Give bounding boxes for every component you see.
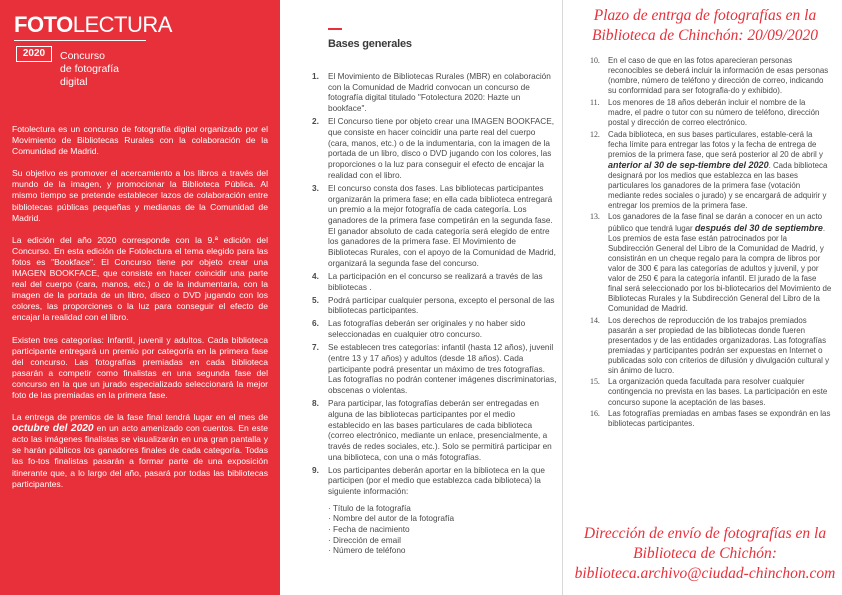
rule-text: La participación en el concurso se realizará a través de las bibliotecas . (328, 271, 543, 292)
rule-highlight: después del 30 de septiembre (694, 222, 823, 233)
rule-number: 12. (590, 129, 600, 139)
rule-item (582, 98, 832, 128)
logo-subtitle-line: de fotografía (60, 63, 119, 75)
required-info-item: · Nombre del autor de la fotografía (328, 514, 455, 524)
rule-item (582, 316, 832, 376)
rule-number: 1. (312, 72, 319, 81)
rule-text: En el caso de que en las fotos aparecieran personas reconocibles se deberá incluir la información de esas personas (nombre, número de teléfono y dirección de correo, indicando su conformidad para ser fotografia-do y exhibido). (608, 56, 829, 96)
logo-wordmark (14, 12, 172, 38)
rule-item (312, 272, 558, 293)
title-accent-dash (328, 28, 342, 30)
rules-list-continued (582, 56, 832, 431)
rule-text: Para participar, las fotografías deberán ser entregadas en alguna de las bibliotecas participantes por el medio establecido en las bases particulares de cada biblioteca (correo electrónico, mediante un enlace, presencialmente, a través de redes sociales, etc.). Solo se permitirá participar en una biblioteca, con una o más fotografías. (328, 399, 552, 462)
rule-number: 4. (312, 271, 319, 281)
submission-address-line: Biblioteca de Chichón: (633, 545, 777, 562)
rule-text: Las fotografías premiadas en ambas fases se expondrán en las bibliotecas participantes. (608, 409, 831, 429)
required-info-item: · Dirección de email (328, 535, 401, 545)
required-info-item: · Título de la fotografía (328, 503, 411, 513)
rule-item (312, 184, 558, 270)
rule-item (312, 319, 558, 340)
rule-text: Se establecen tres categorías: infantil (hasta 12 años), juvenil (entre 13 y 17 años) y adultos (desde 18 años). Cada participante podrá presentar un máximo de tres fotografías. Las fotografías no podrán contener imágenes discriminatorias, obscenas o violentas. (328, 343, 557, 396)
rule-item (582, 377, 832, 407)
submission-address (572, 524, 838, 584)
deadline-header (572, 6, 838, 46)
intro-paragraph (12, 412, 268, 490)
logo-subtitle-line: Concurso (60, 50, 105, 62)
award-date: octubre del 2020 (12, 423, 94, 435)
rule-item (312, 296, 558, 317)
intro-text-span: en un acto amenizado con cuentos. En este acto las imágenes finalistas se visualizarán en una gran pantalla y se harán públicos los ganadores finales de cada categoría. Todas las fo-tos finalistas pasarán a formar parte de una exposición itinerante que, a lo largo del año, pasará por todas las bibliotecas participantes. (12, 423, 268, 489)
rule-item (582, 56, 832, 96)
fotolectura-logo (14, 12, 214, 88)
required-info-item: · Fecha de nacimiento (328, 525, 410, 535)
rule-number: 11. (590, 97, 600, 107)
rule-item (312, 466, 558, 498)
rule-number: 15. (590, 377, 600, 387)
required-info-item: · Número de teléfono (328, 546, 406, 556)
rule-text: El Movimiento de Bibliotecas Rurales (MBR) en colaboración con la Comunidad de Madrid convocan un concurso de fotografía digital titulado "Fotolectura 2020: Hazte un bookface". (328, 72, 551, 114)
rule-text: Los derechos de reproducción de los trabajos premiados pasarán a ser propiedad de las bibliotecas donde fueren presentados y de las entidades organizadoras. Las fotografías premiadas y participantes podrán ser expuestas en Internet o publicadas solo con criterios de difusión y divulgación cultural y sin ánimo de lucro. (608, 315, 830, 375)
rule-number: 10. (590, 56, 600, 65)
intro-paragraph: La edición del año 2020 corresponde con la 9.ª edición del Concurso. En esta edición de Fotolectura el tema elegido para las fotos es "Bookface". El Concurso tiene por objeto crear una IMAGEN BOOKFACE, que consiste en hacer coincidir una parte real del cuerpo (cara, manos, etc.) o de la indumentaria, con la imagen de la portada de un libro, disco o DVD jugando con los colores, las proporciones o la luz para conseguir el efecto de encajar la realidad con el libro. (12, 234, 268, 323)
intro-paragraph: Su objetivo es promover el acercamiento a los libros a través del mundo de la imagen, y promocionar la Biblioteca Pública. Al mismo tiempo se pretende establecer lazos de colaboración entre bibliotecas públicas pequeñas y medianas de la Comunidad de Madrid. (12, 168, 268, 223)
rule-text: El concurso consta dos fases. Las bibliotecas participantes organizarán la primera fase; en ella cada biblioteca entregará un premio a la mejor fotografía de cada categoría. Los ganadores de la primera fase competirán en la segunda fase. El ganador absoluto de cada categoría será elegido de entre los ganadores de la primera fase. El Movimiento de Bibliotecas Rurales, con el apoyo de la Comunidad de Madrid, organizará la segunda fase del concurso. (328, 183, 556, 268)
section-title: Bases generales (328, 38, 412, 50)
logo-subtitle-line: digital (60, 76, 88, 88)
rules-list (312, 72, 558, 557)
rule-text: Podrá participar cualquier persona, excepto el personal de las bibliotecas participantes. (328, 295, 555, 316)
rule-text: El Concurso tiene por objeto crear una IMAGEN BOOKFACE, que consiste en hacer coincidir una parte real del cuerpo (cara, manos, etc.) o de la indumentaria, con la imagen de la portada de un libro, disco o DVD jugando con los colores, las proporciones o la luz para conseguir el efecto de encajar la realidad con el libro. (328, 117, 555, 180)
rule-item (582, 212, 832, 313)
rule-text: . Los premios de esta fase están patrocinados por la Subdirección General del Libro de la Comunidad de Madrid, y consistirán en un cheque regalo para la compra de libros por valor de 300 € para las categorías de adultos y juvenil, y por valor de 250 € para la categoría infantil. El jurado de la fase final será seleccionado por los bi-bliotecarios del Movimiento de Bibliotecas Rurales y la Subdirección General del Libro de la Comunidad de Madrid. (608, 223, 832, 313)
rule-text: Los ganadores de la fase final se darán a conocer en un acto público que tendrá lugar (608, 212, 823, 233)
rule-number: 9. (312, 465, 319, 475)
submission-email[interactable]: biblioteca.archivo@ciudad-chinchon.com (574, 565, 836, 582)
rule-number: 3. (312, 183, 319, 193)
intro-text-span: La entrega de premios de la fase final tendrá lugar en el mes de (12, 412, 268, 423)
rule-item (312, 343, 558, 397)
general-rules-column (300, 0, 562, 595)
intro-text (12, 124, 268, 501)
rule-item (312, 72, 558, 115)
logo-word-foto: FOTO (14, 12, 73, 37)
intro-panel (0, 0, 280, 595)
rule-number: 13. (590, 212, 600, 222)
rule-text: Las fotografías deberán ser originales y no haber sido seleccionadas en cualquier otro concurso. (328, 319, 526, 340)
logo-rule (14, 40, 146, 41)
column-divider (562, 0, 563, 595)
rule-number: 16. (590, 409, 600, 419)
rule-highlight: anterior al 30 de sep-tiembre del 2020 (608, 159, 769, 170)
rule-text: Cada biblioteca, en sus bases particulares, estable-cerá la fecha límite para entregar las fotos y la fecha de entrega de premios de la primera fase, que será posterior al 20 de abril y (608, 129, 823, 159)
deadline-header-line: Plazo de entrga de fotografías en la (593, 7, 817, 24)
rule-text: Los menores de 18 años deberán incluir el nombre de la madre, el padre o tutor con su número de teléfono, dirección postal y dirección de correo electrónico. (608, 97, 820, 127)
rule-number: 2. (312, 117, 319, 127)
submission-address-line: Dirección de envío de fotografías en la (583, 525, 827, 542)
rule-number: 6. (312, 319, 319, 329)
intro-paragraph: Fotolectura es un concurso de fotografía digital organizado por el Movimiento de Bibliotecas Rurales con la colaboración de la Comunidad de Madrid. (12, 124, 268, 157)
rule-number: 8. (312, 399, 319, 409)
rule-item (582, 130, 832, 211)
rule-text: Los participantes deberán aportar en la biblioteca en la que participen (por el medio que establezca cada biblioteca) la siguiente información: (328, 465, 545, 497)
rule-item (312, 399, 558, 463)
required-info-list (312, 504, 558, 557)
rule-number: 5. (312, 295, 319, 305)
rules-continued-column (572, 0, 842, 595)
rule-number: 14. (590, 315, 600, 325)
intro-paragraph: Existen tres categorías: Infantil, juvenil y adultos. Cada biblioteca participante entregará un premio por categoría en la primera fase del concurso. Las fotografías premiadas en cada biblioteca pasarán a competir como finalistas en una segunda fase del concurso en la que un jurado especializado seleccionará la mejor foto de las premiadas en la primera fase. (12, 334, 268, 400)
rule-number: 7. (312, 343, 319, 353)
logo-word-lectura: LECTURA (72, 12, 172, 37)
rule-text: La organización queda facultada para resolver cualquier contingencia no prevista en las bases. La participación en este concurso supone la aceptación de las bases. (608, 377, 828, 407)
deadline-header-line: Biblioteca de Chinchón: 20/09/2020 (591, 27, 818, 44)
rule-item (582, 409, 832, 429)
rule-item (312, 117, 558, 181)
logo-subtitle (60, 50, 160, 89)
logo-year: 2020 (16, 46, 52, 62)
rule-text: . Cada biblioteca designará por los medios que establezca en las bases particulares los ganadores de la primera fase (votación mediante redes sociales o jurado) y se encargará de adquirir y entregar los premios de la primera fase. (608, 160, 828, 210)
